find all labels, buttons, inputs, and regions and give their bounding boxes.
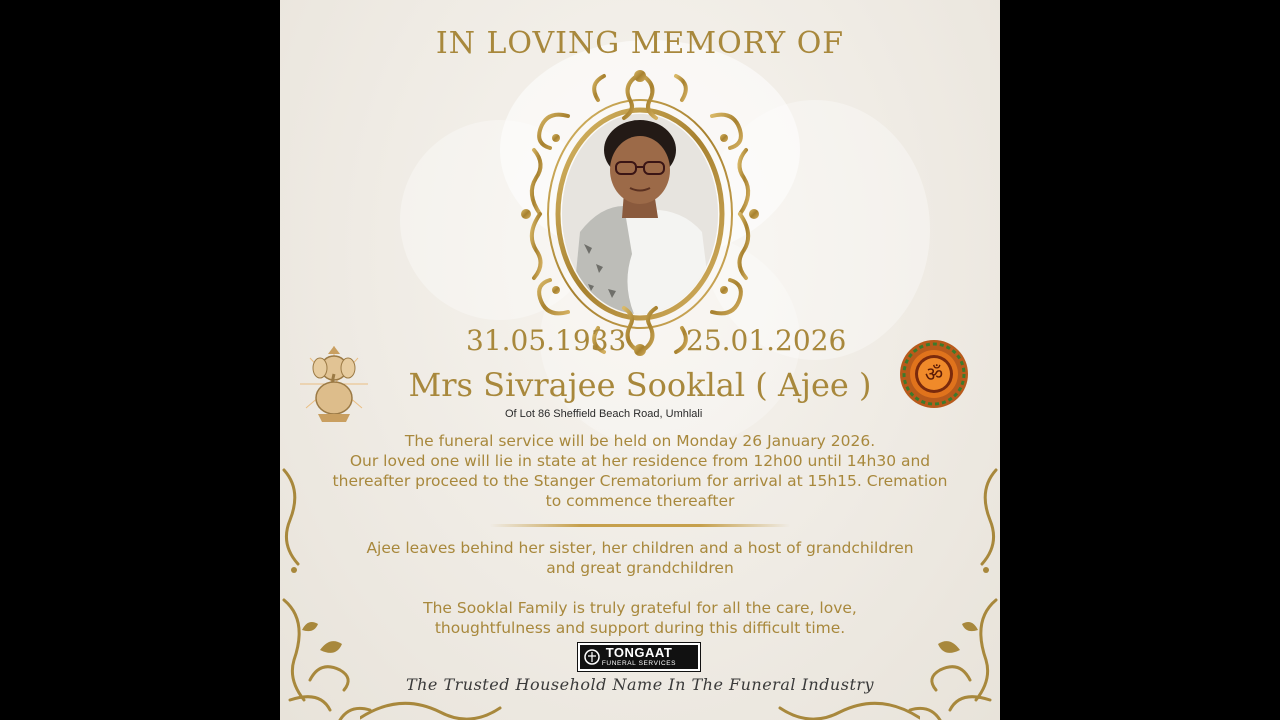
memorial-card	[280, 0, 1000, 720]
funeral-line: Our loved one will lie in state at her residence from 12h00 until 14h30 and	[349, 452, 931, 470]
survivors-line: Ajee leaves behind her sister, her children and a host of grandchildren	[366, 539, 914, 557]
survivors-line: and great grandchildren	[546, 559, 734, 577]
funeral-line: The funeral service will be held on Monday 26 January 2026.	[404, 432, 876, 450]
ornate-frame-icon	[498, 66, 782, 358]
funeral-services-logo	[578, 643, 700, 671]
death-date: 25.01.2026	[686, 324, 847, 357]
svg-text:ॐ: ॐ	[924, 362, 944, 386]
birth-date: 31.05.1933	[466, 324, 627, 357]
logo-subtitle: FUNERAL SERVICES	[601, 660, 677, 667]
funeral-line: to commence thereafter	[545, 492, 735, 510]
gratitude-line: The Sooklal Family is truly grateful for all the care, love,	[423, 599, 857, 617]
gold-divider	[490, 524, 790, 527]
logo-name: TONGAAT	[605, 645, 673, 660]
heading: IN LOVING MEMORY OF	[435, 26, 845, 61]
gratitude-line: thoughtfulness and support during this difficult time.	[434, 619, 846, 637]
tagline: The Trusted Household Name In The Funeral Industry	[405, 675, 875, 694]
funeral-line: thereafter proceed to the Stanger Crematorium for arrival at 15h15. Cremation	[332, 472, 948, 490]
logo-emblem-icon	[584, 648, 600, 666]
deceased-name: Mrs Sivrajee Sooklal ( Ajee )	[408, 366, 872, 404]
address: Of Lot 86 Sheffield Beach Road, Umhlali	[505, 408, 703, 420]
floral-border-icon	[360, 690, 920, 720]
